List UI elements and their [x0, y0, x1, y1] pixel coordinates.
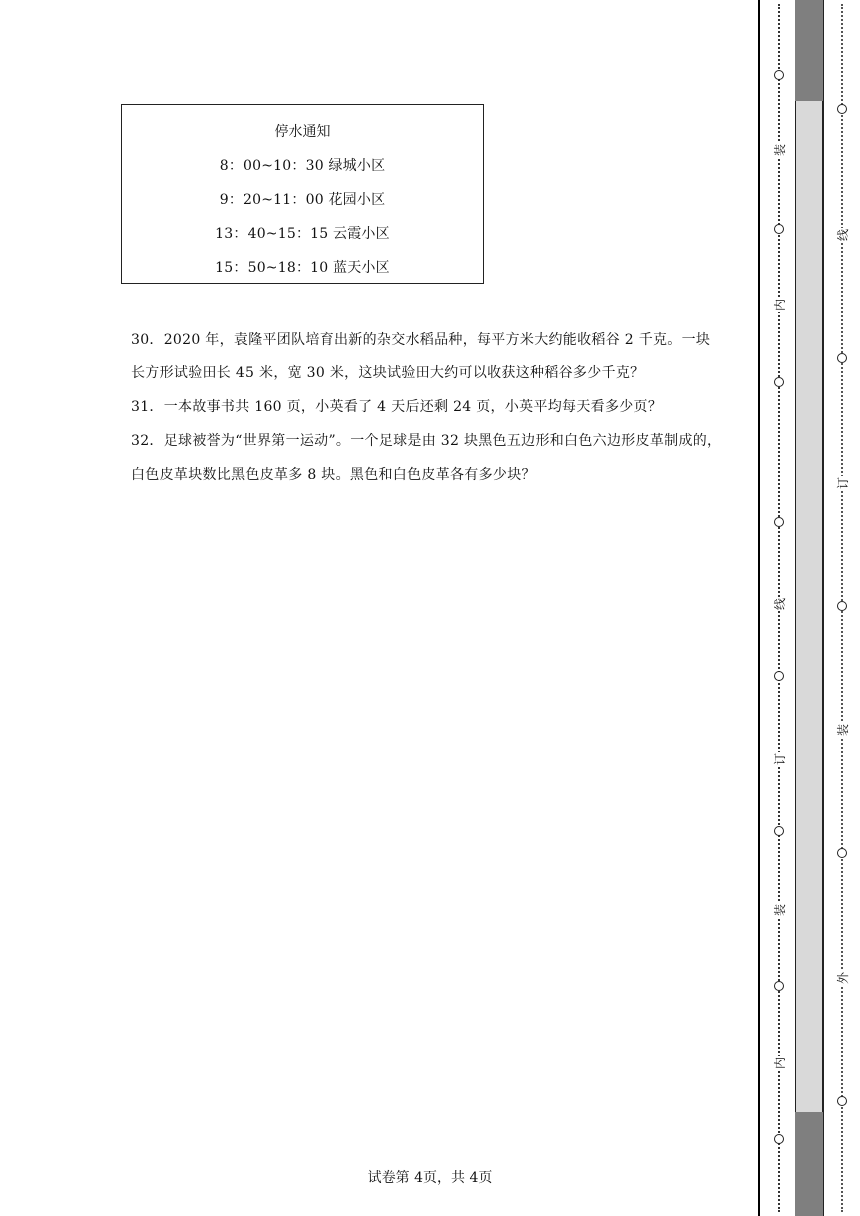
notice-line: 9：20~11：00 花园小区: [219, 192, 386, 208]
inner-label-xian: 线: [773, 598, 787, 611]
inner-label-zhuang: 装: [773, 144, 787, 157]
question-32-line-2: 白色皮革块数比黑色皮革多 8 块。黑色和白色皮革各有多少块？: [131, 467, 536, 483]
page-footer: 试卷第 4页，共 4页: [367, 1170, 493, 1186]
binding-circle: [837, 601, 847, 611]
binding-border: [758, 0, 760, 1216]
binding-circle: [774, 70, 784, 80]
binding-circle: [837, 353, 847, 363]
question-32-line-1: 32．足球被誉为“世界第一运动”。一个足球是由 32 块黑色五边形和白色六边形皮革制成的，: [131, 433, 722, 449]
inner-label-zhuang: 装: [773, 904, 787, 917]
notice-line: 15：50~18：10 蓝天小区: [215, 260, 390, 276]
outer-label-ding: 订: [836, 477, 850, 490]
question-30-line-2: 长方形试验田长 45 米，宽 30 米，这块试验田大约可以收获这种稻谷多少千克？: [131, 365, 645, 381]
inner-label-ding: 订: [773, 753, 787, 766]
binding-circle: [774, 981, 784, 991]
question-30-line-1: 30．2020 年，袁隆平团队培育出新的杂交水稻品种，每平方米大约能收稻谷 2 千克。一块: [131, 332, 711, 348]
binding-circle: [774, 826, 784, 836]
inner-label-nei: 内: [773, 1057, 787, 1070]
question-31: 31．一本故事书共 160 页，小英看了 4 天后还剩 24 页，小英平均每天看多少页？: [131, 399, 663, 415]
binding-circle: [837, 104, 847, 114]
binding-circle: [774, 1134, 784, 1144]
binding-circle: [837, 848, 847, 858]
outer-label-xian: 线: [836, 229, 850, 242]
binding-circle: [774, 224, 784, 234]
outer-label-zhuang: 装: [836, 724, 850, 737]
binding-circle: [774, 377, 784, 387]
notice-line: 13：40~15：15 云霞小区: [215, 226, 390, 242]
binding-strip-dark-top: [795, 0, 823, 101]
binding-strip: [795, 0, 823, 1216]
binding-circle: [837, 1096, 847, 1106]
binding-circle: [774, 671, 784, 681]
inner-label-nei: 内: [773, 299, 787, 312]
notice-line: 8：00~10：30 绿城小区: [219, 158, 386, 174]
outer-label-wai: 外: [836, 972, 850, 985]
binding-circle: [774, 517, 784, 527]
binding-outer-border: [823, 0, 824, 1216]
binding-strip-dark-bottom: [795, 1112, 823, 1216]
notice-box: [121, 104, 484, 284]
notice-title: 停水通知: [274, 124, 331, 140]
